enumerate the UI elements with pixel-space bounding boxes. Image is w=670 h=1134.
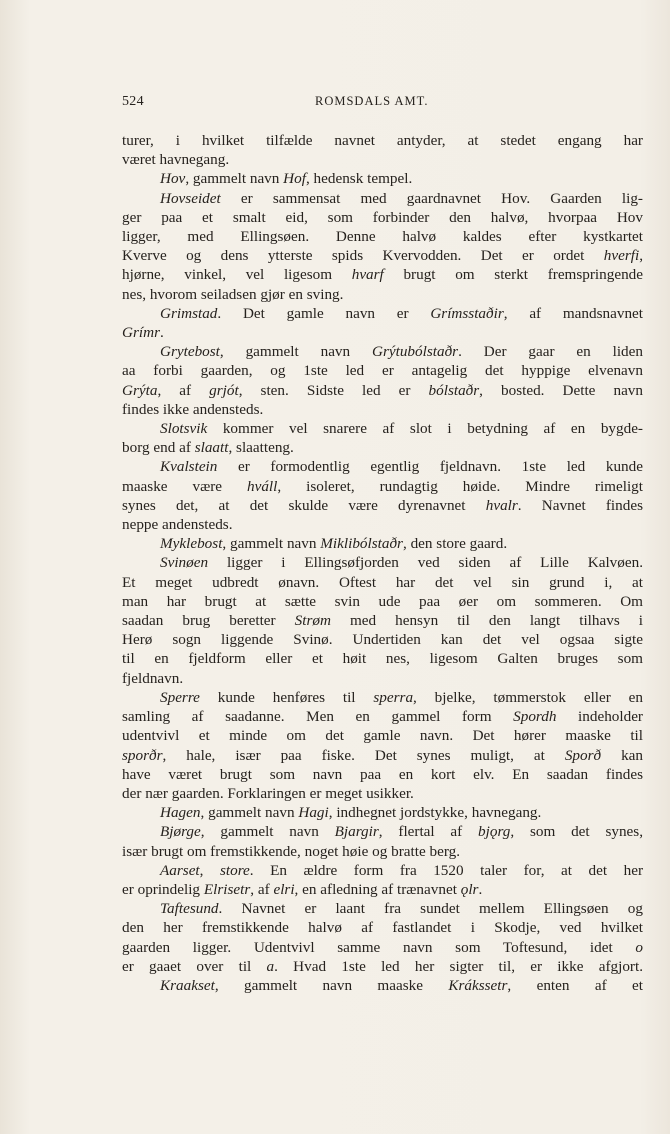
text-run: Kverve og dens ytterste spids Kvervodden. Det er ordet bbox=[122, 247, 604, 265]
text-run: , gammelt navn maaske bbox=[214, 976, 449, 994]
text-line bbox=[122, 573, 643, 592]
text-run: til en fjeldform eller et høit nes, ligesom Galten bruges som bbox=[122, 650, 643, 668]
text-line bbox=[122, 361, 643, 380]
text-run: . Det gamle navn er bbox=[217, 304, 431, 322]
italic-term: ǫlr bbox=[460, 880, 479, 898]
italic-term: Krákssetr bbox=[448, 976, 508, 994]
italic-term: Hov bbox=[160, 170, 186, 188]
italic-term: Spordh bbox=[513, 708, 557, 726]
text-run: med hensyn til den langt tilhavs i bbox=[330, 612, 643, 630]
text-run: borg end af bbox=[122, 439, 195, 457]
text-run: været havnegang. bbox=[122, 151, 230, 169]
text-run: den her fremstikkende halvø af fastlandet i Skodje, ved hvilket bbox=[122, 919, 643, 937]
text-run: , flertal af bbox=[378, 823, 479, 841]
text-line bbox=[122, 649, 643, 668]
text-line bbox=[122, 976, 643, 995]
text-line bbox=[122, 496, 643, 515]
italic-term: Miklibólstaðr bbox=[320, 535, 403, 553]
italic-term: sporðr bbox=[122, 746, 163, 764]
italic-term: slaatt bbox=[194, 439, 229, 457]
text-run: , en afledning af trænavnet bbox=[294, 880, 461, 898]
text-line bbox=[122, 669, 643, 688]
text-line bbox=[122, 822, 643, 841]
italic-term: Grytebost bbox=[160, 343, 220, 361]
italic-term: Bjargir bbox=[334, 823, 379, 841]
text-line bbox=[122, 746, 643, 765]
italic-term: elri bbox=[273, 880, 295, 898]
text-run: ligger i Ellingsøfjorden ved siden af Lille Kalvøen. bbox=[208, 554, 643, 572]
text-run: , den store gaard. bbox=[402, 535, 508, 553]
text-line bbox=[122, 918, 643, 937]
text-line bbox=[122, 323, 643, 342]
text-run: , isoleret, rundagtig høide. Mindre rimeligt bbox=[277, 477, 643, 495]
text-run: . Navnet findes bbox=[517, 496, 643, 514]
text-run: Herø sogn liggende Svinø. Undertiden kan det vel ogsaa sigte bbox=[122, 631, 643, 649]
text-line bbox=[122, 285, 643, 304]
text-line bbox=[122, 381, 643, 400]
text-run: . Hvad 1ste led her sigter til, er ikke afgjort. bbox=[274, 957, 644, 975]
text-line bbox=[122, 842, 643, 861]
italic-term: Aarset bbox=[160, 861, 200, 879]
text-line bbox=[122, 246, 643, 265]
italic-term: grjót bbox=[209, 381, 239, 399]
text-run: , af bbox=[250, 880, 274, 898]
text-line bbox=[122, 150, 643, 169]
text-line bbox=[122, 534, 643, 553]
italic-term: bólstaðr bbox=[428, 381, 480, 399]
text-run: , gammelt navn bbox=[222, 535, 321, 553]
text-run: samling af saadanne. Men en gammel form bbox=[122, 708, 514, 726]
text-run: hjørne, vinkel, vel ligesom bbox=[122, 266, 352, 284]
text-line bbox=[122, 630, 643, 649]
text-run: er oprindelig bbox=[122, 880, 204, 898]
text-line bbox=[122, 438, 643, 457]
text-run: neppe andensteds. bbox=[122, 516, 233, 534]
text-run: nes, hvorom seiladsen gjør en sving. bbox=[122, 285, 344, 303]
text-run: ligger, med Ellingsøen. Denne halvø kaldes efter kystkartet bbox=[122, 228, 643, 246]
text-run: , slaatteng. bbox=[228, 439, 294, 457]
text-run: . bbox=[159, 324, 164, 342]
text-run: , som det synes, bbox=[510, 823, 643, 841]
italic-term: bjǫrg bbox=[478, 823, 511, 841]
text-run: , hale, især paa fiske. Det synes muligt, at bbox=[162, 746, 565, 764]
text-line bbox=[122, 803, 643, 822]
page-number: 524 bbox=[122, 94, 144, 109]
italic-term: Kvalstein bbox=[160, 458, 218, 476]
running-title: ROMSDALS AMT. bbox=[315, 94, 429, 108]
text-line bbox=[122, 553, 643, 572]
text-run: synes det, at det skulde være dyrenavnet bbox=[122, 496, 486, 514]
italic-term: hváll bbox=[246, 477, 278, 495]
text-line bbox=[122, 304, 643, 323]
italic-term: Hagen bbox=[160, 804, 201, 822]
text-run: , hedensk tempel. bbox=[305, 170, 413, 188]
italic-term: Slotsvik bbox=[160, 420, 208, 438]
text-run: ger paa et smalt eid, som forbinder den halvø, hvorpaa Hov bbox=[122, 208, 643, 226]
text-line bbox=[122, 726, 643, 745]
italic-term: Myklebost bbox=[160, 535, 223, 553]
text-line bbox=[122, 169, 643, 188]
text-line bbox=[122, 131, 643, 150]
text-run: fjeldnavn. bbox=[122, 669, 184, 687]
text-line bbox=[122, 400, 643, 419]
text-run: der nær gaarden. Forklaringen er meget usikker. bbox=[122, 784, 414, 802]
italic-term: o bbox=[635, 938, 643, 956]
text-run: er sammensat med gaardnavnet Hov. Gaarden lig- bbox=[220, 189, 643, 207]
italic-term: Strøm bbox=[294, 612, 331, 630]
text-run: kunde henføres til bbox=[199, 688, 374, 706]
text-run: aa forbi gaarden, og 1ste led er antagelig det hyppige elvenavn bbox=[122, 362, 643, 380]
text-line bbox=[122, 899, 643, 918]
text-run: , bbox=[639, 247, 643, 265]
italic-term: a bbox=[266, 957, 275, 975]
text-line bbox=[122, 707, 643, 726]
text-run: brugt om sterkt fremspringende bbox=[383, 266, 644, 284]
text-run: maaske være bbox=[122, 477, 247, 495]
text-line bbox=[122, 457, 643, 476]
italic-term: Hovseidet bbox=[160, 189, 221, 207]
text-line bbox=[122, 611, 643, 630]
text-run: . bbox=[478, 880, 483, 898]
text-line bbox=[122, 419, 643, 438]
italic-term: Svinøen bbox=[160, 554, 209, 572]
text-run: kan bbox=[601, 746, 643, 764]
text-line bbox=[122, 938, 643, 957]
italic-term: hvalr bbox=[485, 496, 518, 514]
text-line bbox=[122, 957, 643, 976]
italic-term: Kraakset bbox=[160, 976, 215, 994]
italic-term: Grimstad bbox=[160, 304, 218, 322]
text-run: , bosted. Dette navn bbox=[479, 381, 643, 399]
text-line bbox=[122, 765, 643, 784]
italic-term: store bbox=[219, 861, 250, 879]
text-run: turer, i hvilket tilfælde navnet antyder, at stedet engang har bbox=[122, 132, 643, 149]
text-line bbox=[122, 265, 643, 284]
text-run: , enten af et bbox=[507, 976, 643, 994]
italic-term: Hagi bbox=[298, 804, 329, 822]
text-run: . Der gaar en liden bbox=[458, 343, 643, 361]
body-text bbox=[122, 131, 643, 995]
text-run: , gammelt navn bbox=[200, 823, 335, 841]
text-line bbox=[122, 477, 643, 496]
italic-term: sperra bbox=[373, 688, 414, 706]
text-run: , indhegnet jordstykke, havnegang. bbox=[328, 804, 542, 822]
text-run: kommer vel snarere af slot i betydning af en bygde- bbox=[207, 420, 643, 438]
text-run: udentvivl et minde om det gamle navn. Det hører maaske til bbox=[122, 727, 643, 745]
text-run: er gaaet over til bbox=[122, 957, 267, 975]
text-run: , gammelt navn bbox=[185, 170, 284, 188]
text-run: indeholder bbox=[556, 708, 643, 726]
italic-term: Hof bbox=[283, 170, 306, 188]
italic-term: Grýta bbox=[122, 381, 158, 399]
text-run: findes ikke andensteds. bbox=[122, 400, 264, 418]
text-run: , af mandsnavnet bbox=[503, 304, 644, 322]
italic-term: Grímsstaðir bbox=[430, 304, 504, 322]
text-run: , af bbox=[157, 381, 210, 399]
text-run: gaarden ligger. Udentvivl samme navn som Toftesund, idet bbox=[122, 938, 636, 956]
text-line bbox=[122, 861, 643, 880]
italic-term: hvarf bbox=[351, 266, 384, 284]
italic-term: Sporð bbox=[564, 746, 602, 764]
text-run: især brugt om fremstikkende, noget høie og bratte berg. bbox=[122, 842, 460, 860]
text-run: . Navnet er laant fra sundet mellem Ellingsøen og bbox=[218, 900, 643, 918]
text-line bbox=[122, 208, 643, 227]
text-run: . En ældre form fra 1520 taler for, at det her bbox=[249, 861, 643, 879]
text-run: , gammelt navn bbox=[200, 804, 299, 822]
text-line bbox=[122, 688, 643, 707]
italic-term: Grímr bbox=[122, 324, 160, 342]
text-run: saadan brug beretter bbox=[122, 612, 295, 630]
text-line bbox=[122, 342, 643, 361]
text-run: have været brugt som navn paa en kort elv. En saadan findes bbox=[122, 765, 643, 783]
italic-term: hverfi bbox=[603, 247, 640, 265]
text-line bbox=[122, 227, 643, 246]
text-run: , bjelke, tømmerstok eller en bbox=[413, 688, 643, 706]
text-line bbox=[122, 189, 643, 208]
text-run: er formodentlig egentlig fjeldnavn. 1ste led kunde bbox=[217, 458, 643, 476]
text-line bbox=[122, 515, 643, 534]
italic-term: Elrisetr bbox=[203, 880, 251, 898]
text-run: man har brugt at sætte svin ude paa øer om sommeren. Om bbox=[122, 592, 643, 610]
text-run: Et meget udbredt ønavn. Oftest har det vel sin grund i, at bbox=[122, 573, 643, 591]
text-line bbox=[122, 784, 643, 803]
italic-term: Grýtubólstaðr bbox=[372, 343, 459, 361]
italic-term: Taftesund bbox=[160, 900, 219, 918]
text-line bbox=[122, 592, 643, 611]
text-run: , sten. Sidste led er bbox=[238, 381, 429, 399]
text-line bbox=[122, 880, 643, 899]
text-run: , bbox=[199, 861, 220, 879]
italic-term: Bjørge bbox=[160, 823, 201, 841]
italic-term: Sperre bbox=[160, 688, 200, 706]
text-run: , gammelt navn bbox=[219, 343, 372, 361]
